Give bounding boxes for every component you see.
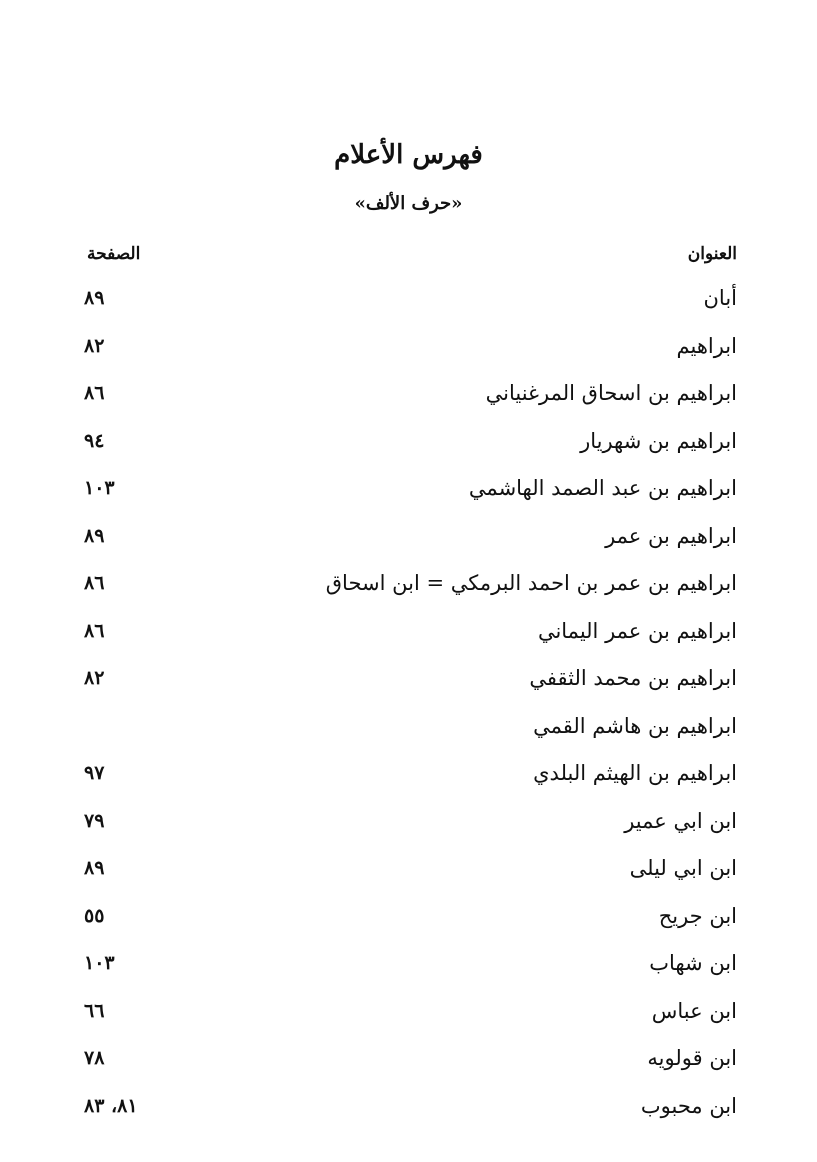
entry-name: ابن ابي ليلى <box>629 856 737 880</box>
entry-page: ١٠٣ <box>84 952 115 974</box>
entry-page: ٨٢ <box>84 667 105 689</box>
page-title: فهرس الأعلام <box>334 140 483 170</box>
index-entry <box>0 850 817 898</box>
entry-page: ٥٥ <box>84 904 105 927</box>
section-subtitle: «حرف الألف» <box>354 193 463 214</box>
column-header-title: العنوان <box>687 244 737 264</box>
index-entry <box>0 1040 817 1088</box>
entry-name: ابن شهاب <box>649 951 737 975</box>
index-entry <box>0 898 817 946</box>
entry-name: ابن جريح <box>658 903 737 928</box>
index-entry <box>0 613 817 661</box>
index-entry <box>0 708 817 756</box>
entry-page: ١٠٣ <box>84 477 115 499</box>
entry-name: ابن ابي عمير <box>624 808 737 833</box>
index-entry <box>0 660 817 708</box>
entry-name: ابراهيم بن هاشم القمي <box>533 713 737 738</box>
index-entry <box>0 375 817 423</box>
entry-name: ابن محبوب <box>640 1093 737 1118</box>
entry-name: ابراهيم بن اسحاق المرغنياني <box>485 381 737 405</box>
entry-name: ابن عباس <box>651 998 737 1023</box>
index-entry <box>0 1088 817 1136</box>
index-entry <box>0 328 817 376</box>
index-entry <box>0 423 817 471</box>
entry-name: ابراهيم بن عمر اليماني <box>537 618 737 643</box>
entry-page: ٨٩ <box>84 524 105 547</box>
entry-page: ٨٩ <box>84 287 105 309</box>
index-entry <box>0 945 817 993</box>
index-entry <box>0 470 817 518</box>
column-header-page: الصفحة <box>87 244 141 264</box>
entry-page: ٧٩ <box>84 809 105 832</box>
index-entry <box>0 280 817 328</box>
entry-name: ابن قولويه <box>647 1046 737 1070</box>
entry-page: ٨٦ <box>84 619 105 642</box>
entry-page: ٩٤ <box>84 429 105 452</box>
index-entry <box>0 755 817 803</box>
entry-name: ابراهيم بن عمر <box>605 523 737 548</box>
entry-name: ابراهيم بن عمر بن احمد البرمكي = ابن اسحاق <box>325 571 737 595</box>
entry-name: أبان <box>703 286 737 310</box>
entry-page: ٨٦ <box>84 572 105 594</box>
index-entry <box>0 518 817 566</box>
index-list <box>0 280 817 1135</box>
entry-page: ٦٦ <box>84 999 105 1022</box>
entry-page: ٨٦ <box>84 382 105 404</box>
entry-name: ابراهيم بن عبد الصمد الهاشمي <box>468 476 737 500</box>
entry-page: ٨١، ٨٣ <box>84 1094 138 1117</box>
index-entry <box>0 993 817 1041</box>
entry-name: ابراهيم بن الهيثم البلدي <box>533 761 737 785</box>
entry-page: ٨٩ <box>84 857 105 879</box>
index-entry <box>0 803 817 851</box>
entry-page: ٨٢ <box>84 334 105 357</box>
entry-name: ابراهيم بن محمد الثقفي <box>529 666 737 690</box>
entry-name: ابراهيم <box>676 333 737 358</box>
entry-name: ابراهيم بن شهريار <box>580 428 737 453</box>
entry-page: ٧٨ <box>84 1047 105 1069</box>
index-entry <box>0 565 817 613</box>
entry-page: ٩٧ <box>84 762 105 784</box>
